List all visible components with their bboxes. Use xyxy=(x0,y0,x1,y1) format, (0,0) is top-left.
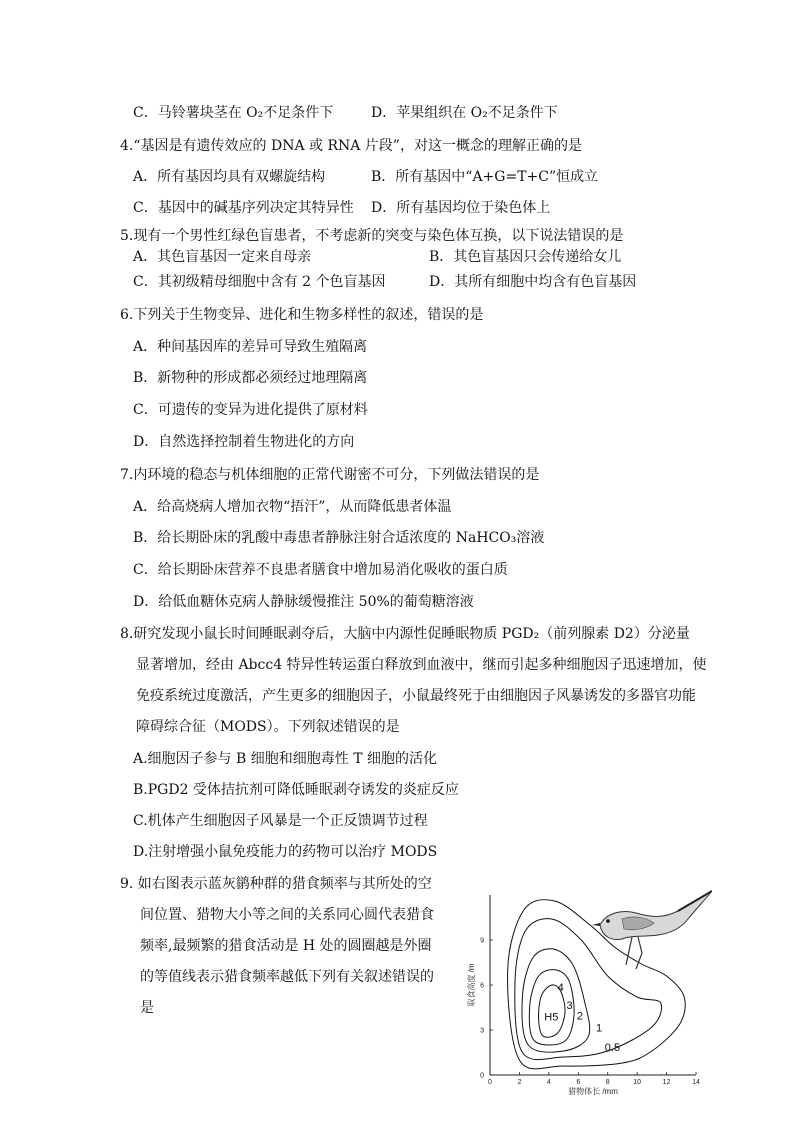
q4-option-b: B．所有基因中“A+G=T+C”恒成立 xyxy=(371,169,599,185)
contour-label-0-5: 0.5 xyxy=(604,1042,621,1054)
q8-option-c: C.机体产生细胞因子风暴是一个正反馈调节过程 xyxy=(133,813,428,829)
x-tick-label: 12 xyxy=(662,1079,671,1086)
x-tick-label: 2 xyxy=(517,1079,522,1086)
x-tick-label: 6 xyxy=(576,1079,581,1086)
q5-option-b: B．其色盲基因只会传递给女儿 xyxy=(429,249,622,265)
q9-stem-line4: 的等值线表示猎食频率越低下列有关叙述错误的 xyxy=(140,969,434,985)
q9-stem-line2: 间位置、猎物大小等之间的关系同心圆代表猎食 xyxy=(140,907,434,923)
q9-stem-line1: 9. 如右图表示蓝灰鹟种群的猎食频率与其所处的空 xyxy=(120,876,432,892)
contour-label-2: 2 xyxy=(576,1010,583,1023)
q3-option-c: C．马铃薯块茎在 O₂不足条件下 xyxy=(133,105,334,121)
contour-label-3: 3 xyxy=(566,1000,573,1012)
q3-option-d: D．苹果组织在 O₂不足条件下 xyxy=(371,105,558,121)
center-label-h: H5 xyxy=(544,1011,559,1024)
x-tick-label: 14 xyxy=(692,1079,700,1086)
y-tick-label: 0 xyxy=(480,1072,484,1080)
x-axis-title: 猎物体长 /mm xyxy=(568,1087,618,1096)
q5-option-a: A．其色盲基因一定来自母亲 xyxy=(133,249,312,265)
q4-option-c: C．基因中的碱基序列决定其特异性 xyxy=(133,200,354,216)
q5-option-c: C．其初级精母细胞中含有 2 个色盲基因 xyxy=(133,274,386,290)
q4-option-a: A．所有基因均具有双螺旋结构 xyxy=(133,169,326,185)
y-tick-label: 3 xyxy=(480,1027,484,1035)
q8-option-d: D.注射增强小鼠免疫能力的药物可以治疗 MODS xyxy=(133,844,438,860)
q8-stem-line3: 免疫系统过度激活，产生更多的细胞因子，小鼠最终死于由细胞因子风暴诱发的多器官功能 xyxy=(136,688,696,704)
q8-stem-line4: 障碍综合征（MODS）。下列叙述错误的是 xyxy=(136,719,400,735)
q7-stem: 7.内环境的稳态与机体细胞的正常代谢密不可分，下列做法错误的是 xyxy=(120,467,540,483)
y-axis-title: 取食高度 /m xyxy=(467,963,476,1007)
q9-stem-line5: 是 xyxy=(140,1000,154,1016)
q6-option-b: B．新物种的形成都必须经过地理隔离 xyxy=(133,370,368,386)
q7-option-c: C．给长期卧床营养不良患者膳食中增加易消化吸收的蛋白质 xyxy=(133,562,508,578)
y-tick-label: 9 xyxy=(480,937,484,945)
q6-option-d: D．自然选择控制着生物进化的方向 xyxy=(133,434,355,450)
q7-option-b: B．给长期卧床的乳酸中毒患者静脉注射合适浓度的 NaHCO₃溶液 xyxy=(133,530,545,546)
contour-label-1: 1 xyxy=(595,1022,603,1035)
x-tick-label: 8 xyxy=(605,1079,610,1086)
q8-option-a: A.细胞因子参与 B 细胞和细胞毒性 T 细胞的活化 xyxy=(133,751,437,767)
q4-option-d: D．所有基因均位于染色体上 xyxy=(371,200,551,216)
q5-option-d: D．其所有细胞中均含有色盲基因 xyxy=(429,274,637,290)
q6-option-a: A．种间基因库的差异可导致生殖隔离 xyxy=(133,339,368,355)
q6-stem: 6.下列关于生物变异、进化和生物多样性的叙述，错误的是 xyxy=(120,307,484,323)
q6-option-c: C．可遗传的变异为进化提供了原材料 xyxy=(133,402,368,418)
q9-stem-line3: 频率,最频繁的猎食活动是 H 处的圆圈越是外圈 xyxy=(140,938,432,954)
q4-stem: 4.“基因是有遗传效应的 DNA 或 RNA 片段”，对这一概念的理解正确的是 xyxy=(120,138,582,154)
q8-option-b: B.PGD2 受体拮抗剂可降低睡眠剥夺诱发的炎症反应 xyxy=(133,782,459,798)
q7-option-d: D．给低血糖休克病人静脉缓慢推注 50%的葡萄糖溶液 xyxy=(133,594,474,610)
q5-stem: 5.现有一个男性红绿色盲患者，不考虑新的突变与染色体互换，以下说法错误的是 xyxy=(120,228,624,244)
q8-stem-line2: 显著增加，经由 Abcc4 特异性转运蛋白释放到血液中，继而引起多种细胞因子迅速增加，使 xyxy=(136,657,707,673)
y-tick-label: 6 xyxy=(480,982,484,990)
bird-illustration xyxy=(592,891,712,969)
contour-line-1 xyxy=(515,919,662,1060)
x-tick-label: 0 xyxy=(488,1079,492,1086)
q8-stem-line1: 8.研究发现小鼠长时间睡眠剥夺后，大脑中内源性促睡眠物质 PGD₂（前列腺素 D2）分泌量 xyxy=(120,626,690,642)
contour-label-4: 4 xyxy=(557,982,564,994)
q7-option-a: A．给高烧病人增加衣物“捂汗”，从而降低患者体温 xyxy=(133,499,452,515)
x-tick-label: 4 xyxy=(546,1079,551,1086)
foraging-contour-chart xyxy=(462,885,712,1103)
x-tick-label: 10 xyxy=(633,1079,642,1086)
